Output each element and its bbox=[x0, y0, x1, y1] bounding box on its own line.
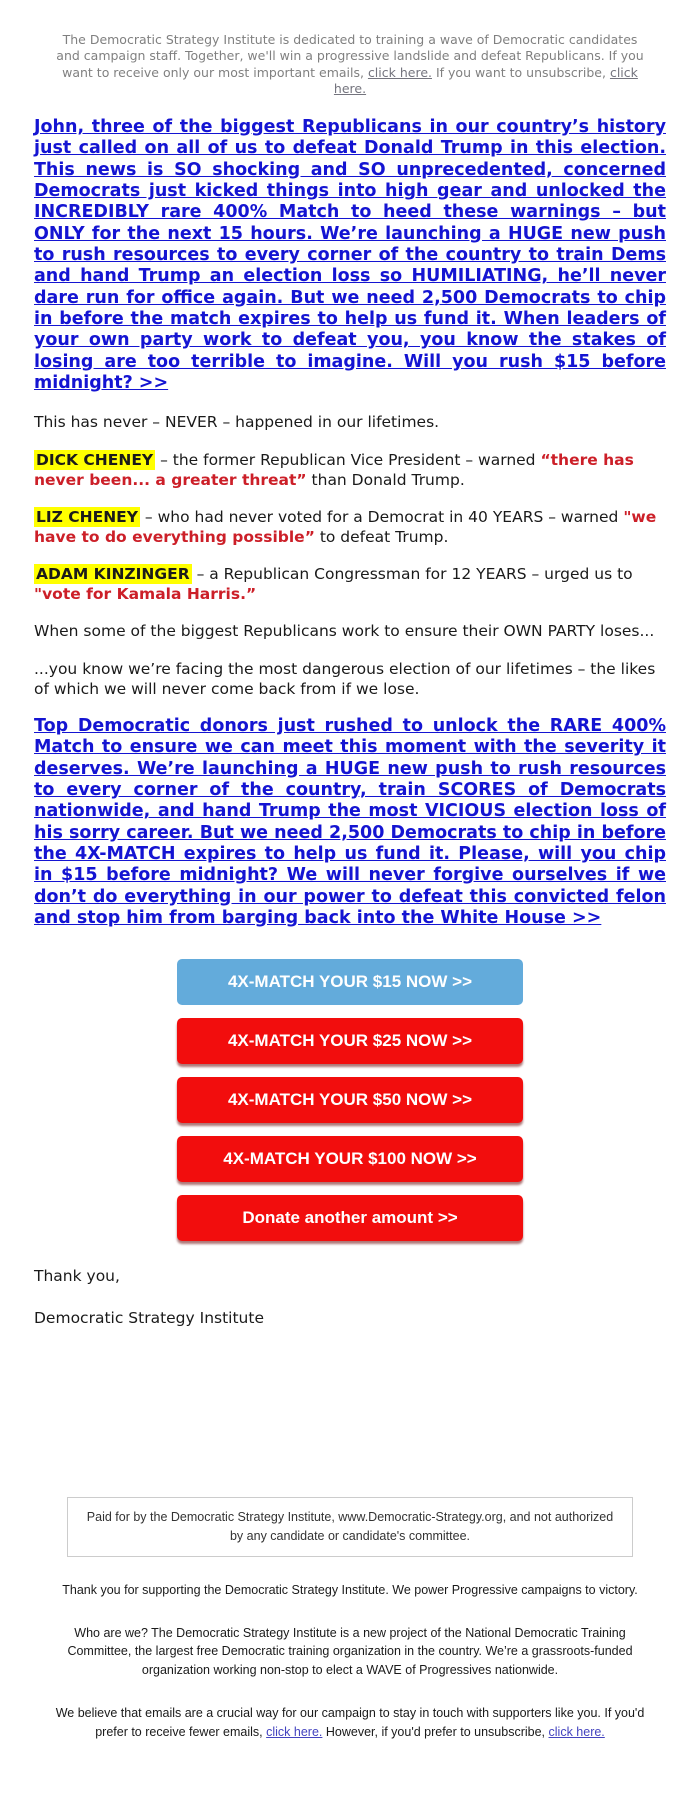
liz-cheney-highlight: LIZ CHENEY bbox=[36, 507, 138, 526]
unsubscribe-link-bottom[interactable]: click here. bbox=[548, 1724, 605, 1739]
match-100-button[interactable]: 4X-MATCH YOUR $100 NOW >> bbox=[177, 1136, 523, 1182]
match-50-button[interactable]: 4X-MATCH YOUR $50 NOW >> bbox=[177, 1077, 523, 1123]
dick-cheney-highlight: DICK CHENEY bbox=[36, 450, 154, 469]
footer-who-we-are-text: Who are we? The Democratic Strategy Institute is a new project of the National Democratic Training Committee, the largest free Democratic training organization in the country. We’re a grassroots-funded organization working non-stop to elect a WAVE of Progressives nationwide. bbox=[67, 1625, 633, 1678]
second-cta-link[interactable]: Top Democratic donors just rushed to unlock the RARE 400% Match to ensure we can meet this moment with the severity it deserves. We’re launching a HUGE new push to rush resources to every corner of the country, train SCORES of Democrats nationwide, and hand Trump the most VICIOUS election loss of his sorry career. But we need 2,500 Democrats to chip in before the 4X-MATCH expires to help us fund it. Please, will you chip in $15 before midnight? We will never forgive ourselves if we don’t do everything in our power to defeat this convicted felon and stop him from barging back into the White House >> bbox=[34, 715, 666, 928]
signoff-org: Democratic Strategy Institute bbox=[34, 1309, 264, 1328]
footer-thanks-text: Thank you for supporting the Democratic Strategy Institute. We power Progressive campaigns to victory. bbox=[62, 1582, 638, 1597]
unsubscribe-link-top[interactable]: click here. bbox=[333, 64, 638, 96]
fewer-emails-link[interactable]: click here. bbox=[266, 1724, 323, 1739]
adam-kinzinger-highlight: ADAM KINZINGER bbox=[36, 565, 190, 584]
preheader-text: The Democratic Strategy Institute is dedicated to training a wave of Democratic candidates and campaign staff. Together, we'll win a progressive landslide and defeat Republicans. If you want to receive only our most important emails, bbox=[56, 32, 644, 80]
email-footer bbox=[34, 1497, 666, 1741]
footer-email-preferences bbox=[46, 1704, 654, 1742]
liz-cheney-quote: "we have to do everything possible” bbox=[34, 507, 657, 547]
liz-cheney-end: to defeat Trump. bbox=[314, 528, 449, 547]
quote-liz-cheney bbox=[34, 507, 666, 547]
own-party-text: When some of the biggest Republicans work to ensure their OWN PARTY loses... bbox=[34, 622, 655, 641]
dick-cheney-end: than Donald Trump. bbox=[306, 470, 465, 489]
liz-cheney-desc: – who had never voted for a Democrat in 40 YEARS – warned bbox=[140, 507, 624, 526]
footer-pref-text-middle: However, if you'd prefer to unsubscribe, bbox=[322, 1724, 549, 1739]
never-happened-text: This has never – NEVER – happened in our lifetimes. bbox=[34, 413, 440, 432]
donate-other-amount-button[interactable]: Donate another amount >> bbox=[177, 1195, 523, 1241]
paid-for-disclaimer-box: Paid for by the Democratic Strategy Institute, www.Democratic-Strategy.org, and not authorized by any candidate or candidate's committee. bbox=[67, 1497, 633, 1557]
lead-cta-link[interactable]: John, three of the biggest Republicans in our country’s history just called on all of us to defeat Donald Trump in this election. This news is SO shocking and SO unprecedented, concerned Democrats just kicked things into high gear and unlocked the INCREDIBLY rare 400% Match to heed these warnings – but ONLY for the next 15 hours. We’re launching a HUGE new push to rush resources to every corner of the country to train Dems and hand Trump an election loss so HUMILIATING, he’ll never dare run for office again. But we need 2,500 Democrats to chip in before the match expires to help us fund it. When leaders of your own party work to defeat you, you know the stakes of losing are too terrible to imagine. Will you rush $15 before midnight? >> bbox=[34, 117, 666, 394]
signoff-thanks: Thank you, bbox=[34, 1267, 120, 1286]
dangerous-election-text: ...you know we’re facing the most dangerous election of our lifetimes – the likes of which we will never come back from if we lose. bbox=[34, 659, 656, 698]
important-emails-link[interactable]: click here. bbox=[367, 64, 432, 80]
footer-pref-text: We believe that emails are a crucial way for our campaign to stay in touch with supporters like you. If you'd prefer to receive fewer emails, bbox=[55, 1705, 645, 1739]
match-15-button[interactable]: 4X-MATCH YOUR $15 NOW >> bbox=[177, 959, 523, 1005]
donate-buttons bbox=[34, 959, 666, 1241]
quote-dick-cheney bbox=[34, 450, 666, 490]
adam-kinzinger-quote: "vote for Kamala Harris.” bbox=[34, 585, 257, 604]
preheader-text-middle: If you want to unsubscribe, bbox=[431, 64, 610, 80]
adam-kinzinger-desc: – a Republican Congressman for 12 YEARS – urged us to bbox=[191, 565, 633, 584]
match-25-button[interactable]: 4X-MATCH YOUR $25 NOW >> bbox=[177, 1018, 523, 1064]
whitespace-spacer bbox=[34, 1339, 666, 1497]
dick-cheney-quote: “there has never been... a greater threat” bbox=[34, 450, 634, 489]
preheader-disclaimer bbox=[50, 32, 650, 97]
quote-adam-kinzinger bbox=[34, 564, 666, 604]
dick-cheney-desc: – the former Republican Vice President – warned bbox=[155, 450, 541, 469]
